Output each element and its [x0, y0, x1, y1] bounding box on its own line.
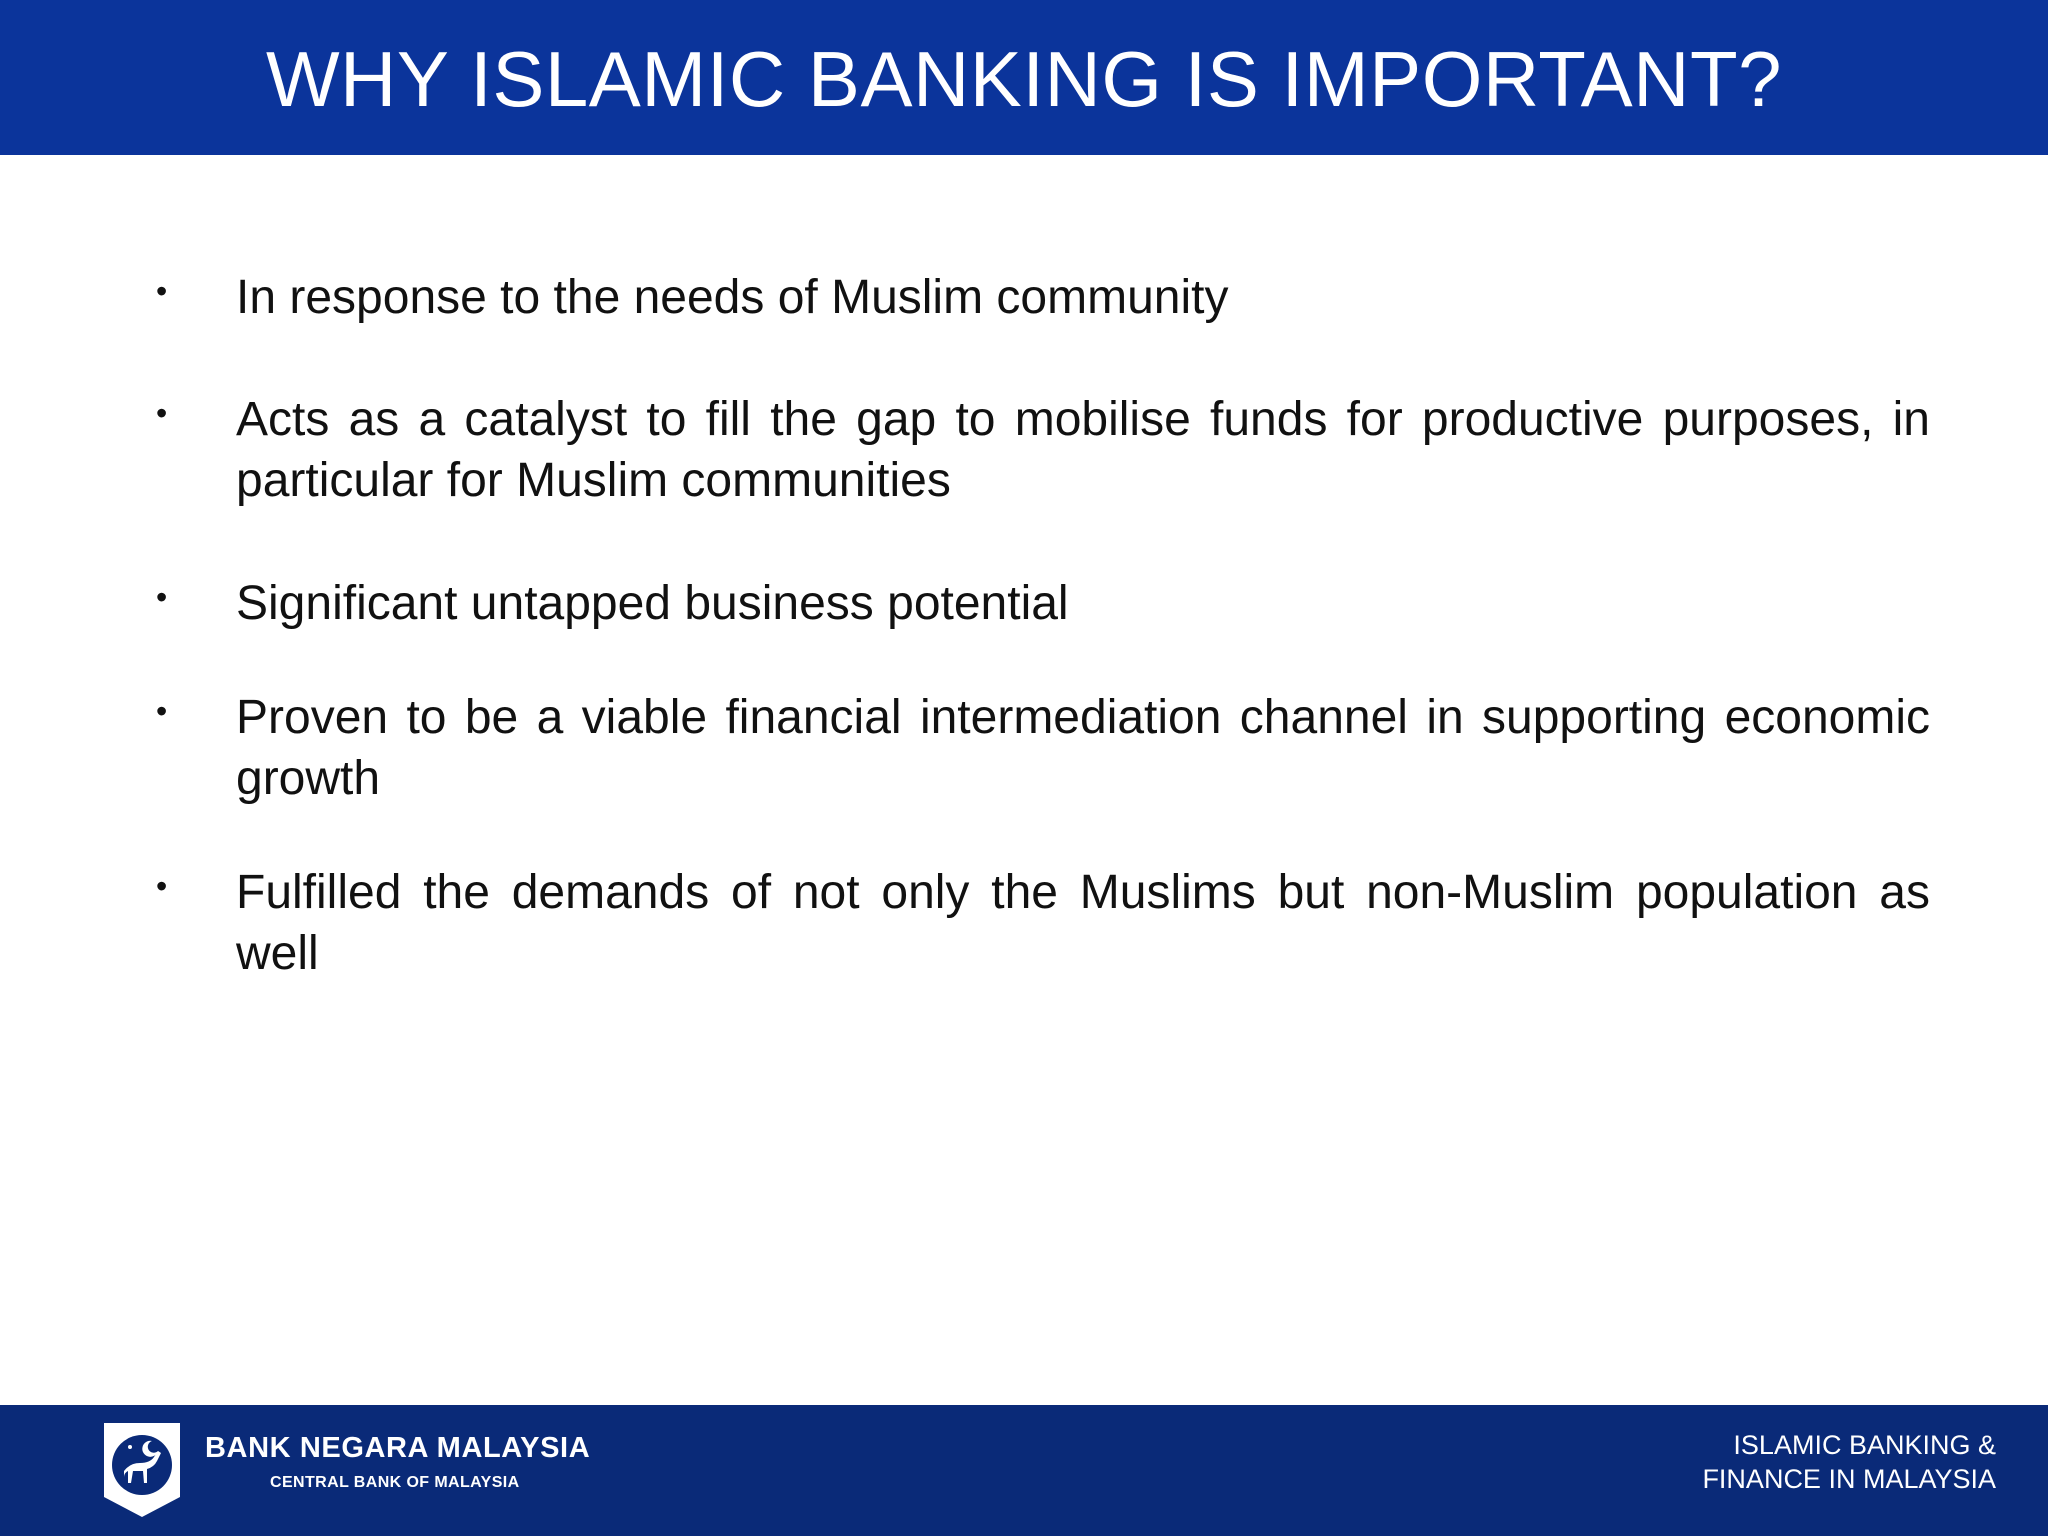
bullet-text: Significant untapped business potential [236, 577, 1069, 630]
bullet-text: Proven to be a viable financial intermediation channel in supporting economic growth [236, 691, 1930, 805]
footer-bar [0, 1405, 2048, 1536]
slide-title: WHY ISLAMIC BANKING IS IMPORTANT? [265, 34, 1783, 123]
bullet-item [156, 267, 1930, 328]
bullet-dot-icon: • [156, 273, 168, 309]
bank-subtitle: CENTRAL BANK OF MALAYSIA [270, 1474, 520, 1491]
bullet-item [156, 573, 1930, 634]
bullet-dot-icon: • [156, 868, 168, 904]
footer-topic [1702, 1428, 1996, 1496]
footer-topic-line: FINANCE IN MALAYSIA [1702, 1464, 1996, 1494]
bullet-text: Fulfilled the demands of not only the Muslims but non-Muslim population as well [236, 866, 1930, 980]
bullet-item [156, 389, 1930, 511]
bullet-dot-icon: • [156, 693, 168, 729]
bullet-dot-icon: • [156, 579, 168, 615]
bullet-item [156, 687, 1930, 809]
bullet-dot-icon: • [156, 395, 168, 431]
bullet-text: In response to the needs of Muslim community [236, 271, 1229, 324]
bullet-text: Acts as a catalyst to fill the gap to mobilise funds for productive purposes, in particular for Muslim communities [236, 393, 1930, 507]
bullet-item [156, 862, 1930, 984]
footer-topic-line: ISLAMIC BANKING & [1733, 1430, 1996, 1460]
bank-name: BANK NEGARA MALAYSIA [205, 1432, 591, 1464]
title-bar [0, 0, 2048, 155]
bnm-shield-logo-icon [102, 1421, 182, 1519]
